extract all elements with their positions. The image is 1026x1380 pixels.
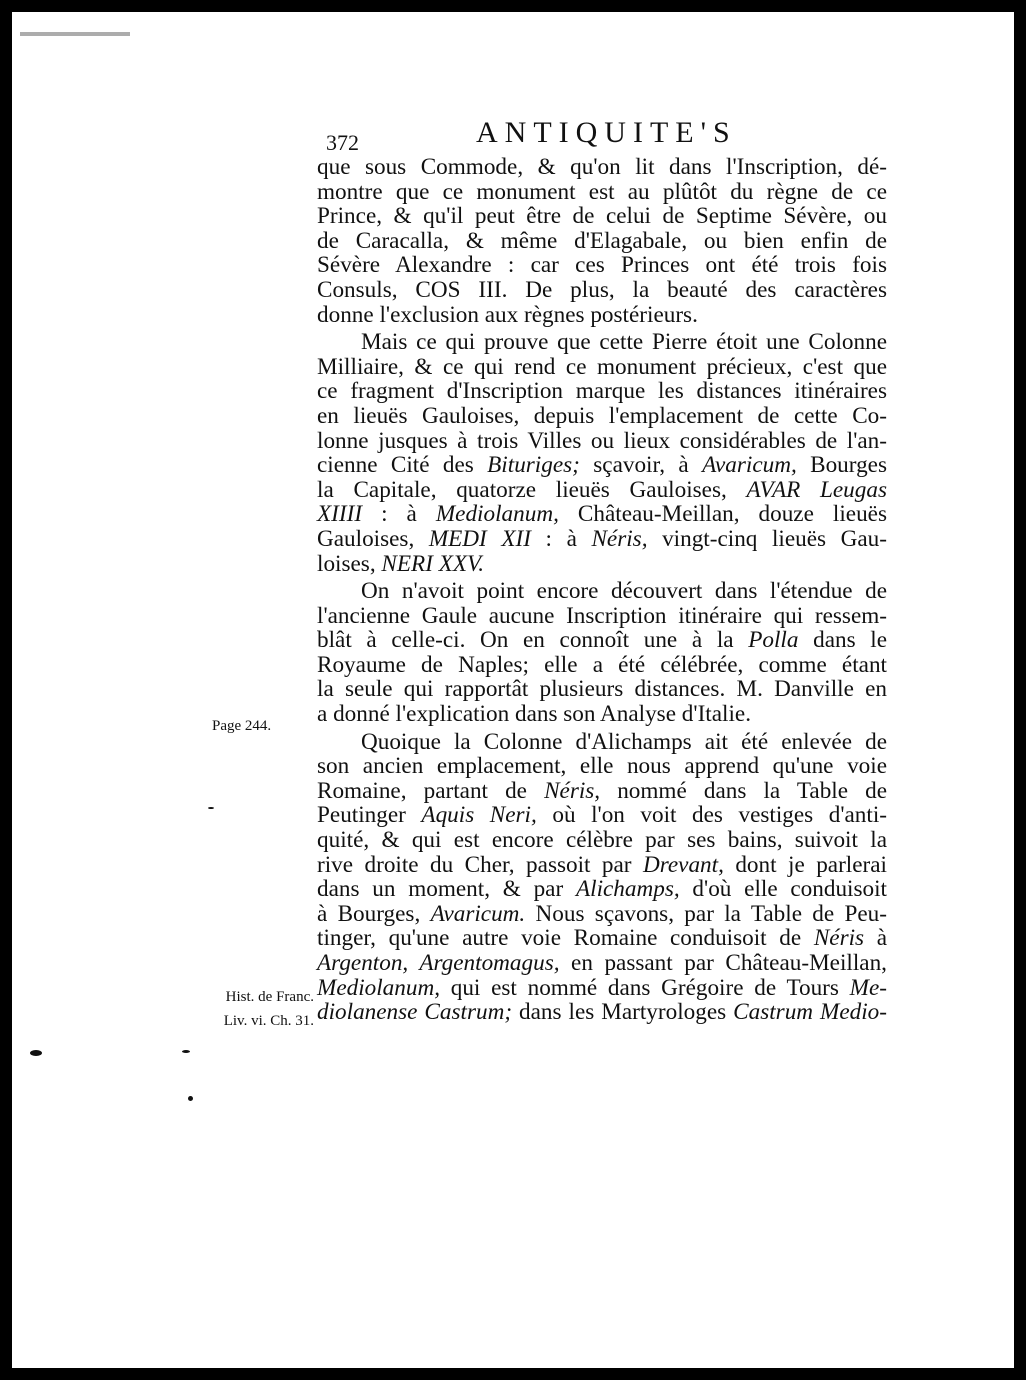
text-line: Consuls, COS III. De plus, la beauté des caractères <box>317 276 887 303</box>
text-line <box>317 779 887 804</box>
italic-run: XIIII <box>317 501 363 528</box>
text-line: son ancien emplacement, elle nous apprend qu'une voie <box>317 753 887 780</box>
text-line: montre que ce monument est au plûtôt du règne de ce <box>317 178 887 205</box>
text-line <box>317 1000 887 1025</box>
text-run: à Bourges, <box>317 900 431 927</box>
text-line: que sous Commode, & qu'on lit dans l'Inscription, dé- <box>317 154 887 180</box>
text-line: en lieuës Gauloises, depuis l'emplacement de cette Co- <box>317 402 887 429</box>
italic-run: MEDI XII <box>428 525 531 552</box>
text-line <box>317 976 887 1001</box>
text-line <box>317 877 887 902</box>
text-line: quité, & qui est encore célèbre par ses bains, suivoit la <box>317 827 887 854</box>
margin-note-hist-line1: Hist. de Franc. <box>225 989 314 1005</box>
text-run: d'où elle conduisoit <box>679 876 887 903</box>
text-run: où l'on voit des vestiges d'anti- <box>536 802 888 829</box>
text-line: On n'avoit point encore découvert dans l'étendue de <box>361 578 887 605</box>
text-line: a donné l'explication dans son Analyse d'Italie. <box>317 701 751 728</box>
text-run: : à <box>362 501 436 528</box>
text-line: la seule qui rapportât plusieurs distances. M. Danville en <box>317 676 887 703</box>
text-run: : à <box>530 525 592 552</box>
text-line: Mais ce qui prouve que cette Pierre étoit une Colonne <box>361 329 887 356</box>
paragraph-4 <box>317 730 887 1025</box>
text-line <box>317 951 887 976</box>
text-line: Royaume de Naples; elle a été célébrée, comme étant <box>317 651 887 678</box>
text-run: Romaine, partant de <box>317 777 545 804</box>
text-run: nommé dans la Table de <box>600 777 887 804</box>
paragraph-2 <box>317 330 887 576</box>
text-run: sçavoir, à <box>579 452 703 479</box>
text-line: Sévère Alexandre : car ces Princes ont été trois fois <box>317 252 887 279</box>
page-number: 372 <box>326 130 359 155</box>
text-run: Nous sçavons, par la Table de Peu- <box>525 900 887 927</box>
text-run: la Capitale, quatorze lieuës Gauloises, <box>317 476 747 503</box>
text-run: vingt-cinq lieuës Gau- <box>647 525 887 552</box>
running-title: ANTIQUITE'S <box>476 116 737 149</box>
text-run: à <box>864 925 888 952</box>
body-text <box>317 155 887 1025</box>
text-run: qui est nommé dans Grégoire de Tours <box>440 974 850 1001</box>
text-run: Peutinger <box>317 802 422 829</box>
text-run: dont je parlerai <box>723 851 887 878</box>
italic-run: Avaricum, <box>702 452 797 479</box>
text-line: ce fragment d'Inscription marque les distances itinéraires <box>317 378 887 405</box>
text-line <box>317 502 887 527</box>
italic-run: Me- <box>849 974 887 1001</box>
text-line <box>317 478 887 503</box>
text-run: dans les Martyrologes <box>512 999 734 1026</box>
italic-run: Castrum Medio- <box>733 999 887 1026</box>
text-line: Prince, & qu'il peut être de celui de Septime Sévère, ou <box>317 203 887 230</box>
text-line <box>317 902 887 927</box>
text-run: Gauloises, <box>317 525 429 552</box>
text-line: Milliaire, & ce qui rend ce monument précieux, c'est que <box>317 353 887 380</box>
paragraph-1 <box>317 155 887 327</box>
text-line: de Caracalla, & même d'Elagabale, ou bien enfin de <box>317 227 887 254</box>
text-line <box>317 453 887 478</box>
text-line <box>317 853 887 878</box>
italic-run: Aquis Neri, <box>421 802 537 829</box>
italic-run: Drevant, <box>642 851 724 878</box>
text-run: rive droite du Cher, passoit par <box>317 851 643 878</box>
italic-run: Mediolanum, <box>317 974 441 1001</box>
scan-speck <box>20 32 130 36</box>
italic-run: Néris, <box>544 777 601 804</box>
italic-run: Alichamps, <box>575 876 680 903</box>
italic-run: Néris, <box>591 525 648 552</box>
italic-run: diolanense Castrum; <box>317 999 513 1026</box>
italic-run: Mediolanum, <box>435 501 559 528</box>
scan-speck <box>208 807 214 809</box>
text-run: blât à celle-ci. On en connoît une à la <box>317 627 749 654</box>
italic-run: Polla <box>748 627 799 654</box>
text-line <box>317 926 887 951</box>
text-run: loises, <box>317 550 382 577</box>
text-line: donne l'exclusion aux règnes postérieurs. <box>317 301 698 328</box>
text-run: dans le <box>798 627 887 654</box>
text-line <box>317 628 887 653</box>
text-line <box>317 552 887 577</box>
italic-run: AVAR Leugas <box>746 476 887 503</box>
text-run: cienne Cité des <box>317 452 488 479</box>
text-line: Quoique la Colonne d'Alichamps ait été enlevée de <box>361 728 887 755</box>
italic-run: Néris <box>813 925 865 952</box>
scan-speck <box>188 1096 193 1101</box>
text-run: tinger, qu'une autre voie Romaine conduisoit de <box>317 925 814 952</box>
scan-speck <box>30 1050 42 1056</box>
italic-run: Argenton, Argentomagus, <box>317 950 560 976</box>
text-run: Bourges <box>796 452 887 479</box>
text-run: dans un moment, & par <box>317 876 576 903</box>
margin-note-page-ref: Page 244. <box>212 718 272 734</box>
margin-note-hist-line2: Liv. vi. Ch. 31. <box>223 1013 314 1029</box>
text-run: Château-Meillan, douze lieuës <box>558 501 887 528</box>
text-line <box>317 803 887 828</box>
text-line: lonne jusques à trois Villes ou lieux considérables de l'an- <box>317 427 887 454</box>
text-line: l'ancienne Gaule aucune Inscription itinéraire qui ressem- <box>317 602 887 629</box>
text-run: en passant par Château-Meillan, <box>559 950 887 976</box>
italic-run: Bituriges; <box>487 452 580 479</box>
scan-speck <box>182 1050 190 1053</box>
paragraph-3 <box>317 579 887 727</box>
italic-run: Avaricum. <box>430 900 526 927</box>
italic-run: NERI XXV. <box>381 550 485 577</box>
text-line <box>317 527 887 552</box>
